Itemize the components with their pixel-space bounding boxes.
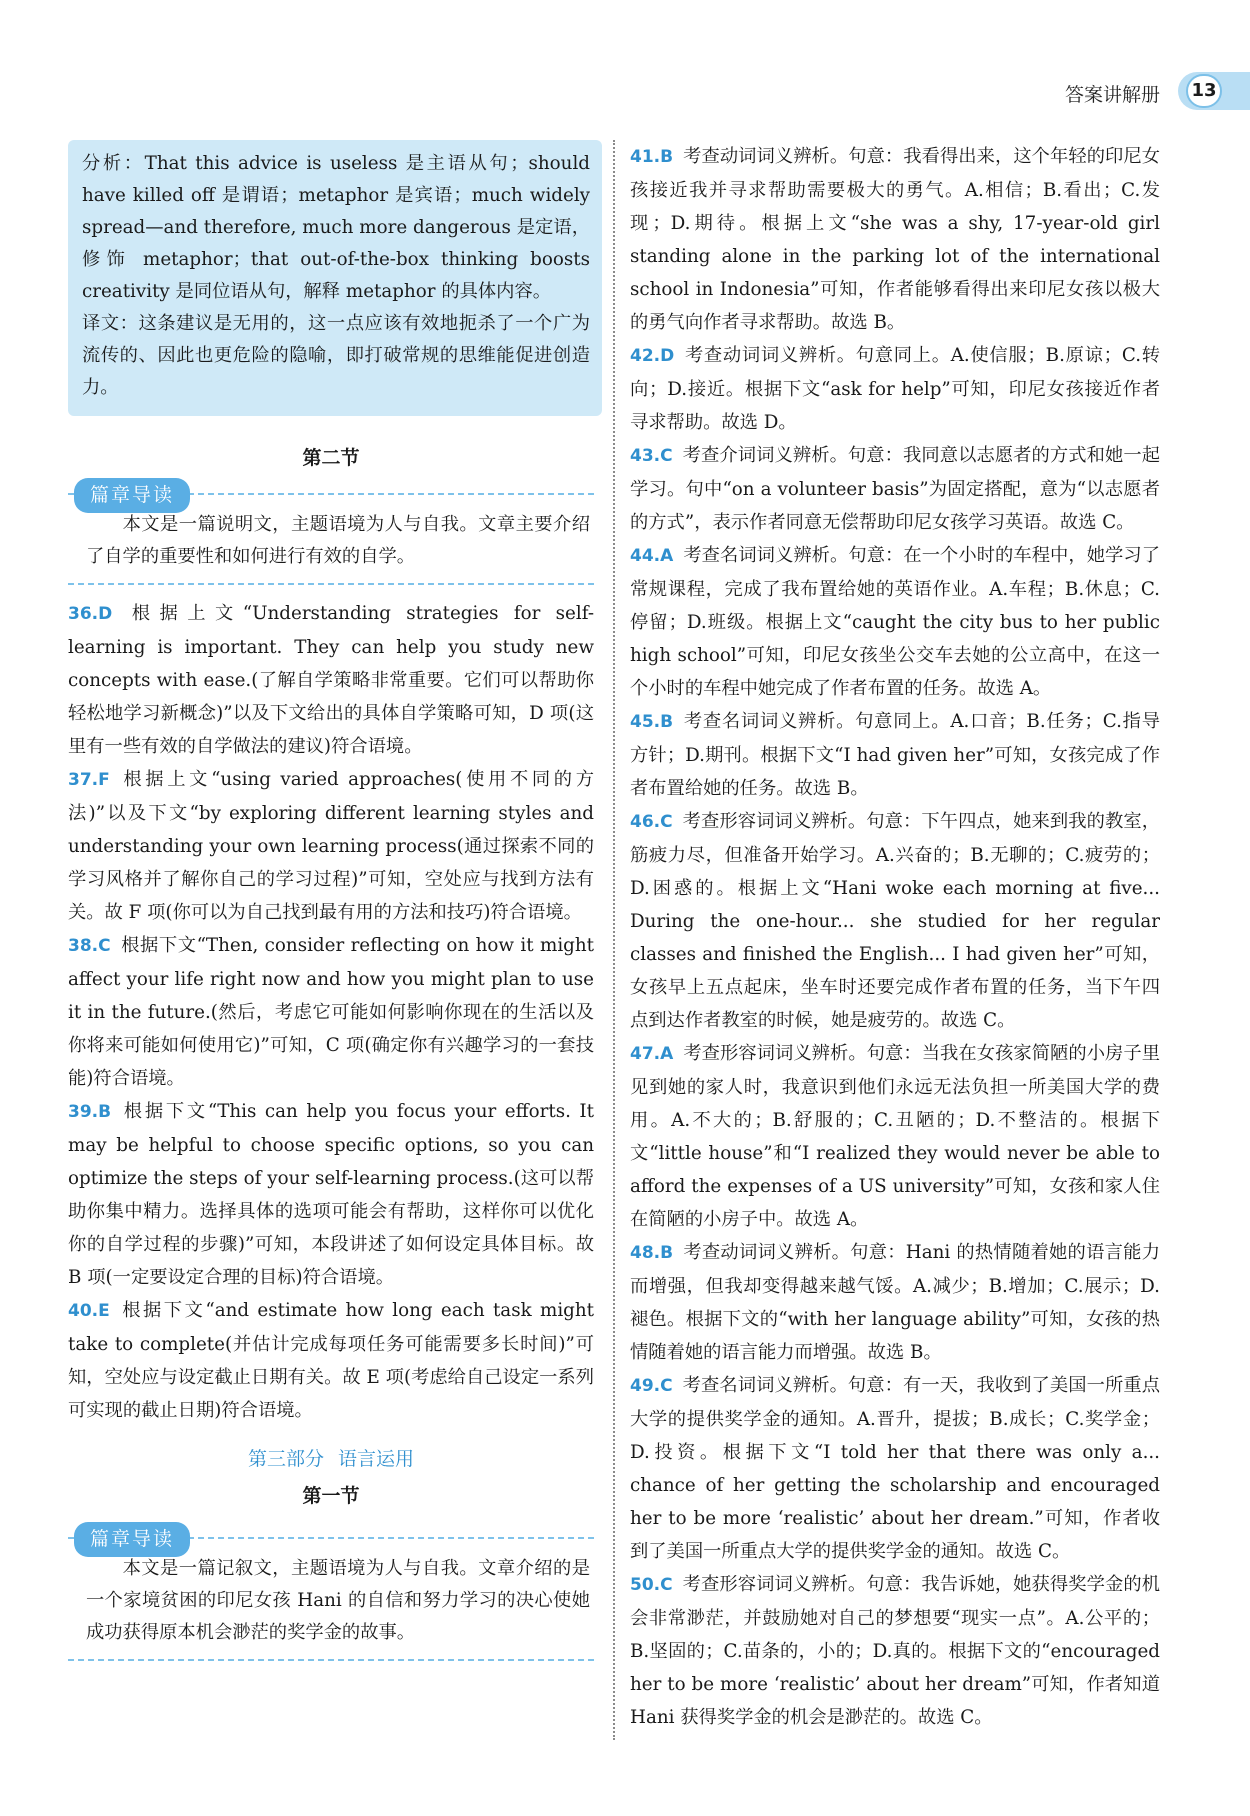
answer-item: [68, 763, 594, 929]
translation-text: 译文：这条建议是无用的，这一点应该有效地扼杀了一个广为流传的、因此也更危险的隐喻，即打破常规的思维能促进创造力。: [82, 313, 590, 398]
answer-number: 44.A: [630, 546, 674, 566]
answer-explanation: 考查形容词词义辨析。句意：下午四点，她来到我的教室，筋疲力尽，但准备开始学习。A.兴奋的；B.无聊的；C.疲劳的；D.困惑的。根据上文“Hani woke each morning at five... During the one-hour... she studied for her regular classes and finished the English... I had given her”可知，女孩早上五点起床，坐车时还要完成作者布置的任务，当下午四点到达作者教室的时候，她是疲劳的。故选 C。: [630, 811, 1160, 1031]
answer-item: [630, 1568, 1160, 1734]
answer-number: 39.B: [68, 1102, 112, 1122]
answer-number: 40.E: [68, 1301, 110, 1321]
answer-item: [630, 539, 1160, 705]
answer-explanation: 考查名词词义辨析。句意：在一个小时的车程中，她学习了常规课程，完成了我布置给她的英语作业。A.车程；B.休息；C.停留；D.班级。根据上文“caught the city bus to her public high school”可知，印尼女孩坐公交车去她的公立高中，在这一个小时的车程中她完成了作者布置的任务。故选 A。: [630, 545, 1160, 699]
answer-item: [630, 705, 1160, 805]
answer-explanation: 考查介词词义辨析。句意：我同意以志愿者的方式和她一起学习。句中“on a volunteer basis”为固定搭配，意为“以志愿者的方式”，表示作者同意无偿帮助印尼女孩学习英语。故选 C。: [630, 445, 1160, 533]
section-title: 第二节: [302, 447, 360, 469]
reading-guide: [68, 1528, 594, 1661]
answer-number: 43.C: [630, 446, 673, 466]
answer-explanation: 考查名词词义辨析。句意同上。A.口音；B.任务；C.指导方针；D.期刊。根据下文“I had given her”可知，女孩完成了作者布置给她的任务。故选 B。: [630, 711, 1160, 799]
answer-number: 50.C: [630, 1575, 673, 1595]
left-column: [68, 140, 594, 1673]
part-title: [68, 1443, 594, 1476]
answer-item: [630, 1236, 1160, 1369]
answer-explanation: 考查动词词义辨析。句意：我看得出来，这个年轻的印尼女孩接近我并寻求帮助需要极大的勇气。A.相信；B.看出；C.发现；D.期待。根据上文“she was a shy, 17-year-old girl standing alone in the parking lot of the international school in Indonesia”可知，作者能够看得出来印尼女孩以极大的勇气向作者寻求帮助。故选 B。: [630, 146, 1160, 333]
answer-number: 37.F: [68, 770, 110, 790]
header-label: 答案讲解册: [1064, 84, 1160, 106]
answer-item: [630, 805, 1160, 1037]
guide-text: 本文是一篇记叙文，主题语境为人与自我。文章介绍的是一个家境贫困的印尼女孩 Hani 的自信和努力学习的决心使她成功获得原本机会渺茫的奖学金的故事。: [86, 1558, 590, 1643]
answer-number: 38.C: [68, 936, 111, 956]
answer-number: 36.D: [68, 604, 113, 624]
answer-explanation: 考查形容词词义辨析。句意：我告诉她，她获得奖学金的机会非常渺茫，并鼓励她对自己的梦想要“现实一点”。A.公平的；B.坚固的；C.苗条的，小的；D.真的。根据下文的“encouraged her to be more ‘realistic’ about her dream”可知，作者知道 Hani 获得奖学金的机会是渺茫的。故选 C。: [630, 1574, 1160, 1728]
right-column: [630, 140, 1160, 1734]
answer-number: 48.B: [630, 1243, 674, 1263]
answer-explanation: 考查名词词义辨析。句意：有一天，我收到了美国一所重点大学的提供奖学金的通知。A.晋升，提拔；B.成长；C.奖学金；D.投资。根据下文“I told her that there was only a... chance of her getting the scholarship and encouraged her to be more ‘realistic’ about her dream.”可知，作者收到了美国一所重点大学的提供奖学金的通知。故选 C。: [630, 1375, 1160, 1562]
part-label: 第三部分: [247, 1448, 324, 1470]
answer-item: [630, 140, 1160, 339]
part-name: 语言运用: [338, 1448, 415, 1470]
answer-item: [68, 1095, 594, 1294]
answer-number: 49.C: [630, 1376, 673, 1396]
reading-guide: [68, 484, 594, 585]
answer-number: 45.B: [630, 712, 674, 732]
guide-text: 本文是一篇说明文，主题语境为人与自我。文章主要介绍了自学的重要性和如何进行有效的自学。: [86, 514, 590, 567]
answer-number: 47.A: [630, 1044, 674, 1064]
column-divider: [613, 140, 615, 1740]
answer-number: 42.D: [630, 346, 675, 366]
answer-explanation: 考查形容词词义辨析。句意：当我在女孩家简陋的小房子里见到她的家人时，我意识到他们永远无法负担一所美国大学的费用。A.不大的；B.舒服的；C.丑陋的；D.不整洁的。根据下文“little house”和“I realized they would never be able to afford the expenses of a US university”可知，女孩和家人住在简陋的小房子中。故选 A。: [630, 1043, 1160, 1230]
answer-item: [630, 439, 1160, 539]
answer-item: [630, 1037, 1160, 1236]
answer-number: 41.B: [630, 147, 674, 167]
answer-item: [68, 929, 594, 1095]
analysis-box: [68, 140, 602, 416]
answer-explanation: 根据上文“using varied approaches(使用不同的方法)”以及下文“by exploring different learning styles and understanding your own learning process(通过探索不同的学习风格并了解你自己的学习过程)”可知，空处应与找到方法有关。故 F 项(你可以为自己找到最有用的方法和技巧)符合语境。: [68, 769, 594, 923]
answer-item: [68, 1294, 594, 1427]
answer-item: [630, 339, 1160, 439]
answer-item: [68, 597, 594, 763]
answer-explanation: 根据下文“and estimate how long each task might take to complete(并估计完成每项任务可能需要多长时间)”可知，空处应与设定截止日期有关。故 E 项(考虑给自己设定一系列可实现的截止日期)符合语境。: [68, 1300, 594, 1421]
answer-explanation: 根据下文“This can help you focus your efforts. It may be helpful to choose specific options, so you can optimize the steps of your self-learning process.(这可以帮助你集中精力。选择具体的选项可能会有帮助，这样你可以优化你的自学过程的步骤)”可知，本段讲述了如何设定具体目标。故 B 项(一定要设定合理的目标)符合语境。: [68, 1101, 594, 1288]
answer-explanation: 根据下文“Then, consider reflecting on how it might affect your life right now and how you might plan to use it in the future.(然后，考虑它可能如何影响你现在的生活以及你将来可能如何使用它)”可知，C 项(确定你有兴趣学习的一套技能)符合语境。: [68, 935, 594, 1089]
section-title: 第一节: [302, 1485, 360, 1507]
answer-explanation: 考查动词词义辨析。句意同上。A.使信服；B.原谅；C.转向；D.接近。根据下文“ask for help”可知，印尼女孩接近作者寻求帮助。故选 D。: [630, 345, 1160, 433]
answer-item: [630, 1369, 1160, 1568]
answer-explanation: 考查动词词义辨析。句意：Hani 的热情随着她的语言能力而增强，但我却变得越来越气馁。A.减少；B.增加；C.展示；D.褪色。根据下文的“with her language ability”可知，女孩的热情随着她的语言能力而增强。故选 B。: [630, 1242, 1160, 1363]
answer-number: 46.C: [630, 812, 673, 832]
page-number: 13: [1186, 74, 1222, 108]
answer-explanation: 根据上文“Understanding strategies for self-learning is important. They can help you study new concepts with ease.(了解自学策略非常重要。它们可以帮助你轻松地学习新概念)”以及下文给出的具体自学策略可知，D 项(这里有一些有效的自学做法的建议)符合语境。: [68, 603, 594, 757]
guide-badge: 篇章导读: [74, 1522, 190, 1557]
analysis-text: 分析：That this advice is useless 是主语从句；should have killed off 是谓语；metaphor 是宾语；much widely spread—and therefore, much more dangerous 是定语，修饰 metaphor；that out-of-the-box thinking boosts creativity 是同位语从句，解释 metaphor 的具体内容。: [82, 153, 590, 302]
guide-badge: 篇章导读: [74, 478, 190, 513]
